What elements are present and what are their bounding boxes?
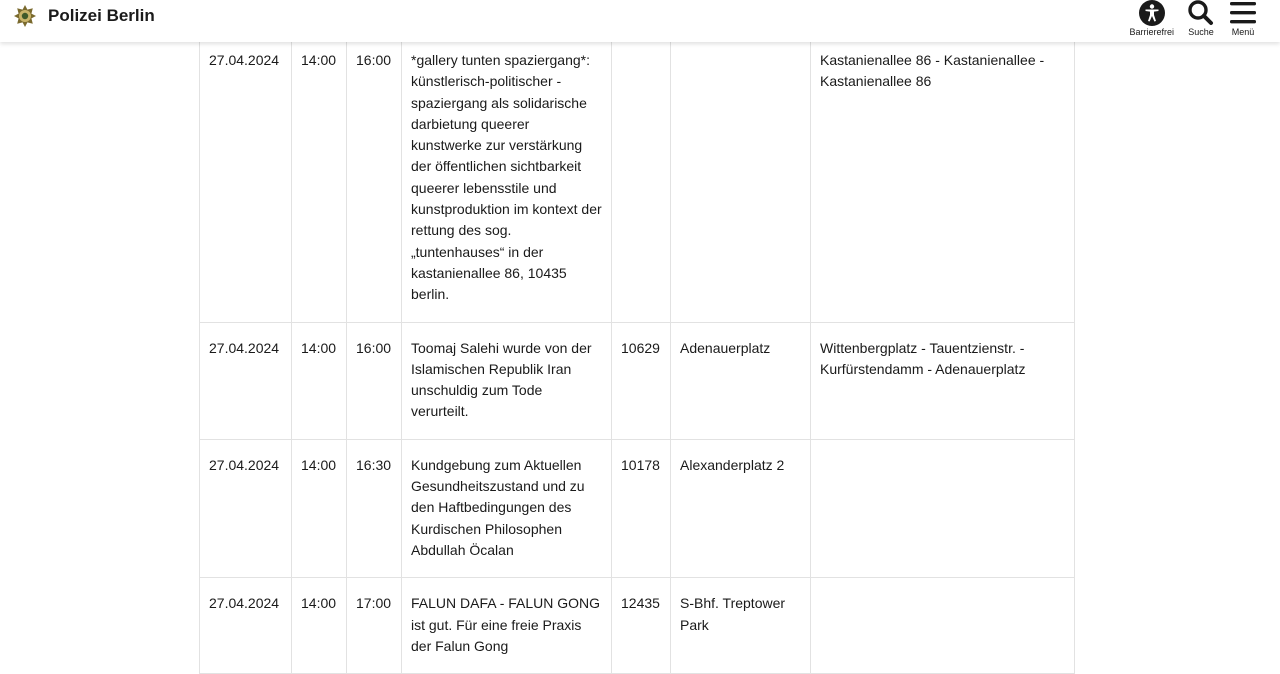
cell-location: Adenauerplatz xyxy=(671,322,811,439)
assemblies-table xyxy=(199,42,1075,674)
search-button[interactable] xyxy=(1186,0,1216,37)
menu-label: Menü xyxy=(1231,27,1255,37)
table-row xyxy=(200,439,1075,577)
site-title: Polizei Berlin xyxy=(48,6,155,25)
search-icon xyxy=(1186,0,1216,26)
cell-date: 27.04.2024 xyxy=(200,42,292,322)
cell-location: S-Bhf. Treptower Park xyxy=(671,578,811,674)
cell-route: Wittenbergplatz - Tauentzienstr. - Kurfürstendamm - Adenauerplatz xyxy=(811,322,1075,439)
table-row xyxy=(200,578,1075,674)
search-label: Suche xyxy=(1188,27,1214,37)
assemblies-table-container xyxy=(199,42,1074,674)
cell-postcode: 10178 xyxy=(612,439,671,577)
cell-start-time: 14:00 xyxy=(292,578,347,674)
cell-start-time: 14:00 xyxy=(292,322,347,439)
table-row xyxy=(200,322,1075,439)
site-header xyxy=(0,0,1280,42)
menu-button[interactable] xyxy=(1228,0,1258,37)
cell-topic: Toomaj Salehi wurde von der Islamischen Republik Iran unschuldig zum Tode verurteilt. xyxy=(402,322,612,439)
cell-location xyxy=(671,42,811,322)
cell-route: Kastanienallee 86 - Kastanienallee - Kastanienallee 86 xyxy=(811,42,1075,322)
cell-end-time: 16:00 xyxy=(347,42,402,322)
cell-topic: FALUN DAFA - FALUN GONG ist gut. Für eine freie Praxis der Falun Gong xyxy=(402,578,612,674)
table-row xyxy=(200,42,1075,322)
cell-date: 27.04.2024 xyxy=(200,578,292,674)
cell-start-time: 14:00 xyxy=(292,439,347,577)
cell-location: Alexanderplatz 2 xyxy=(671,439,811,577)
site-logo-link[interactable] xyxy=(14,3,155,29)
accessibility-icon xyxy=(1137,0,1167,26)
cell-postcode xyxy=(612,42,671,322)
accessibility-label: Barrierefrei xyxy=(1129,27,1174,37)
cell-topic: Kundgebung zum Aktuellen Gesundheitszustand und zu den Haftbedingungen des Kurdischen Philosophen Abdullah Öcalan xyxy=(402,439,612,577)
cell-date: 27.04.2024 xyxy=(200,439,292,577)
cell-end-time: 16:00 xyxy=(347,322,402,439)
cell-date: 27.04.2024 xyxy=(200,322,292,439)
cell-postcode: 12435 xyxy=(612,578,671,674)
cell-postcode: 10629 xyxy=(612,322,671,439)
cell-end-time: 16:30 xyxy=(347,439,402,577)
accessibility-button[interactable] xyxy=(1129,0,1174,37)
cell-route xyxy=(811,439,1075,577)
cell-start-time: 14:00 xyxy=(292,42,347,322)
cell-route xyxy=(811,578,1075,674)
menu-icon xyxy=(1228,0,1258,26)
police-star-icon xyxy=(14,5,36,27)
cell-topic: *gallery tunten spaziergang*: künstlerisch-politischer - spaziergang als solidarische darbietung queerer kunstwerke zur verstärkung der öffentlichen sichtbarkeit queerer lebensstile und kunstproduktion im kontext der rettung des sog. „tuntenhauses“ in der kastanienallee 86, 10435 berlin. xyxy=(402,42,612,322)
cell-end-time: 17:00 xyxy=(347,578,402,674)
header-tools xyxy=(1117,0,1258,37)
